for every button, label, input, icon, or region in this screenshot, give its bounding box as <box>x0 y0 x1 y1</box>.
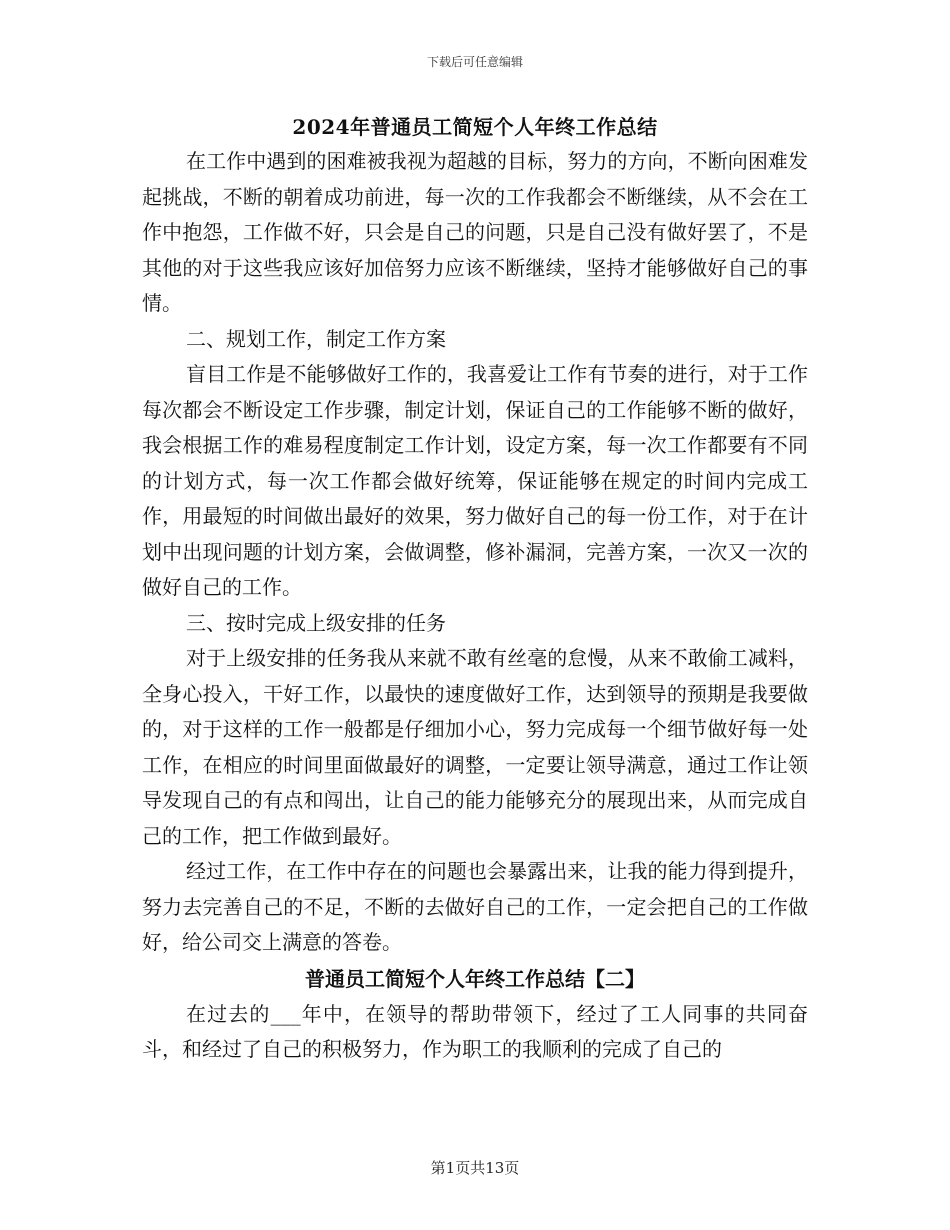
body-paragraph: 在过去的___年中，在领导的帮助带领下，经过了工人同事的共同奋斗，和经过了自己的积极努力，作为职工的我顺利的完成了自己的 <box>142 1001 808 1061</box>
document-title: 2024年普通员工简短个人年终工作总结 <box>292 115 658 139</box>
section2-title: 普通员工简短个人年终工作总结【二】 <box>305 966 645 991</box>
section-heading: 三、按时完成上级安排的任务 <box>186 610 446 635</box>
page-footer: 第1页共13页 <box>430 1159 520 1177</box>
body-paragraph: 经过工作，在工作中存在的问题也会暴露出来，让我的能力得到提升，努力去完善自己的不足，不断的去做好自己的工作，一定会把自己的工作做好，给公司交上满意的答卷。 <box>142 859 808 954</box>
body-paragraph: 在工作中遇到的困难被我视为超越的目标，努力的方向，不断向困难发起挑战，不断的朝着成功前进，每一次的工作我都会不断继续，从不会在工作中抱怨，工作做不好，只会是自己的问题，只是自己没有做好罢了，不是其他的对于这些我应该好加倍努力应该不断继续，坚持才能够做好自己的事情。 <box>142 149 808 315</box>
body-paragraph: 对于上级安排的任务我从来就不敢有丝毫的怠慢，从来不敢偷工减料，全身心投入，干好工作，以最快的速度做好工作，达到领导的预期是我要做的，对于这样的工作一般都是仔细加小心，努力完成每一个细节做好每一处工作，在相应的时间里面做最好的调整，一定要让领导满意，通过工作让领导发现自己的有点和闯出，让自己的能力能够充分的展现出来，从而完成自己的工作，把工作做到最好。 <box>142 646 808 848</box>
body-paragraph: 盲目工作是不能够做好工作的，我喜爱让工作有节奏的进行，对于工作每次都会不断设定工作步骤，制定计划，保证自己的工作能够不断的做好，我会根据工作的难易程度制定工作计划，设定方案，每一次工作都要有不同的计划方式，每一次工作都会做好统筹，保证能够在规定的时间内完成工作，用最短的时间做出最好的效果，努力做好自己的每一份工作，对于在计划中出现问题的计划方案，会做调整，修补漏洞，完善方案，一次又一次的做好自己的工作。 <box>142 362 808 599</box>
section-heading: 二、规划工作，制定工作方案 <box>186 326 446 351</box>
header-note: 下载后可任意编辑 <box>426 55 523 69</box>
document-body <box>142 110 808 1068</box>
